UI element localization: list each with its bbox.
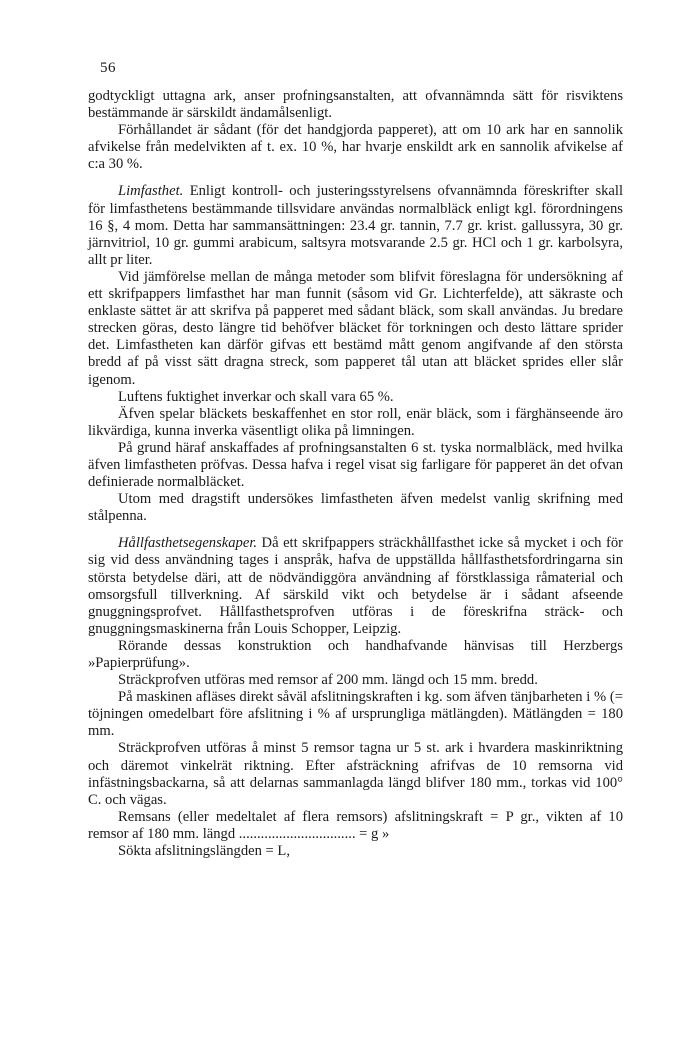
paragraph: Sökta afslitningslängden = L,: [118, 843, 290, 860]
paragraph: Rörande dessas konstruktion och handhafvande hänvisas till Herzbergs »Papierprüfung».: [88, 637, 623, 671]
paragraph: Äfven spelar bläckets beskaffenhet en stor roll, enär bläck, som i färghänseende äro likvärdiga, kunna inverka väsentligt olika på limningen.: [88, 405, 623, 439]
paragraph: Luftens fuktighet inverkar och skall vara 65 %.: [118, 388, 394, 405]
paragraph: godtyckligt uttagna ark, anser profningsanstalten, att ofvannämnda sätt för risviktens bestämmande är särskildt ändamålsenligt.: [88, 88, 623, 122]
page-number: 56: [100, 60, 116, 76]
paragraph: Förhållandet är sådant (för det handgjorda papperet), att om 10 ark har en sannolik afvikelse från medelvikten af t. ex. 10 %, har hvarje enskildt ark en sannolik afvikelse af c:a 30 %.: [88, 122, 623, 173]
section-heading-limfasthet: Limfasthet.: [118, 183, 184, 200]
body-text: [88, 88, 623, 860]
paragraph: På grund häraf anskaffades af profningsanstalten 6 st. tyska normalbläck, med hvilka äfven limfastheten pröfvas. Dessa hafva i regel visat sig farligare för papperet än det ofvan definierade normalbläcket.: [88, 439, 623, 491]
paragraph: [88, 535, 623, 638]
paragraph: [88, 183, 623, 268]
paragraph: Remsans (eller medeltalet af flera remsors) afslitningskraft = P gr., vikten af 10 remsor af 180 mm. längd ................................ = g »: [88, 808, 623, 842]
paragraph-text: Enligt kontroll- och justeringsstyrelsens ofvannämnda föreskrifter skall för limfasthetens bestämmande tillsvidare användas normalbläck enligt kgl. förordningens 16 §, 4 mom. Detta har sammansättningen: 23.4 gr. tannin, 7.7 gr. krist. gallussyra, 30 gr. järnvitriol, 10 gr. gummi arabicum, saltsyra motsvarande 2.5 gr. HCl och 1 gr. karbolsyra, allt pr liter.: [88, 183, 624, 268]
paragraph: Sträckprofven utföras å minst 5 remsor tagna ur 5 st. ark i hvardera maskinriktning och däremot vinkelrät riktning. Efter afsträckning afrifvas de 10 remsorna vid infästningsbackarna, så att delarnas sammanlagda längd blifver 180 mm., torkas vid 100° C. och vägas.: [88, 740, 623, 808]
paragraph-text: Då ett skrifpappers sträckhållfasthet icke så mycket i och för sig vid dess användning tages i anspråk, hafva de uppställda hållfasthetsfordringarna sin största betydelse däri, att de nödvändiggöra användning af förstklassiga råmaterial och omsorgsfull tillverkning. Af särskild vikt och betydelse är i sådant afseende gnuggningsprofvet. Hållfasthetsprofven utföras i de föreskrifna sträck- och gnuggningsmaskinerna från Louis Schopper, Leipzig.: [88, 535, 624, 637]
paragraph: På maskinen afläses direkt såväl afslitningskraften i kg. som äfven tänjbarheten i % (= töjningen omedelbart före afslitning i % af ursprungliga mätlängden). Mätlängden = 180 mm.: [88, 689, 623, 740]
paragraph: Sträckprofven utföras med remsor af 200 mm. längd och 15 mm. bredd.: [118, 672, 538, 689]
paragraph: Vid jämförelse mellan de många metoder som blifvit föreslagna för undersökning af ett skrifpappers limfasthet har man funnit (såsom vid Gr. Lichterfelde), att säkraste och enklaste sättet är att skrifva på papperet med sådant bläck, som skall användas. Ju bredare strecken göras, desto längre tid behöfver bläcket för torkningen och desto lättare sprider det. Limfastheten kan därför gifvas ett bestämd mått genom angifvande af den största bredd af på visst sätt dragna streck, som papperet tål utan att bläcket sprides eller slår igenom.: [88, 268, 623, 388]
section-heading-hallfasthet: Hållfasthetsegenskaper.: [118, 535, 258, 552]
paragraph: Utom med dragstift undersökes limfastheten äfven medelst vanlig skrifning med stålpenna.: [88, 491, 623, 525]
